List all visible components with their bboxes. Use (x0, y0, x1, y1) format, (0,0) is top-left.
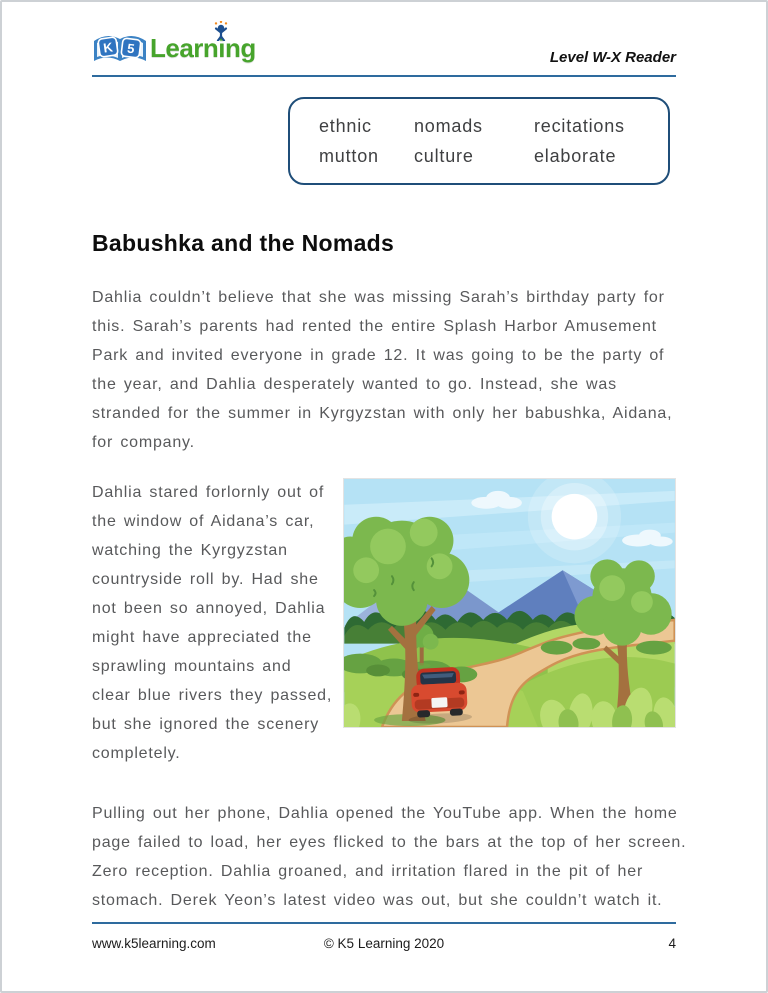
story-title: Babushka and the Nomads (92, 230, 395, 256)
vocab-word: culture (414, 146, 474, 166)
person-raising-arms-icon (212, 21, 230, 41)
vocab-word: nomads (414, 116, 483, 136)
page-header (92, 28, 676, 77)
footer-page-number: 4 (668, 936, 677, 951)
story-paragraph-3: Pulling out her phone, Dahlia opened the YouTube app. When the home page failed to load, her eyes flicked to the bars at the top of her screen. Zero reception. Dahlia groaned, and irritation flared in the pit of her stomach. Derek Yeon’s latest video was out, but she couldn’t watch it. (92, 805, 687, 909)
logo-learning-text: Learning (150, 32, 256, 63)
page-footer (92, 922, 676, 951)
countryside-road-red-car-illustration (343, 478, 676, 728)
vocab-word: mutton (319, 146, 379, 166)
footer-copyright: © K5 Learning 2020 (323, 936, 445, 951)
countryside-scene-svg (344, 479, 675, 727)
logo-letter-k: K (102, 39, 114, 56)
logo-letter-5: 5 (126, 40, 136, 57)
story-paragraph-2: Dahlia stared forlornly out of the window of Aidana’s car, watching the Kyrgyzstan countryside roll by. Had she not been so annoyed, Dahlia might have appreciated the sprawling mountains and clear blue rivers they passed, but she ignored the scenery completely. (92, 484, 333, 762)
vocab-word: elaborate (534, 146, 617, 166)
vocabulary-box (288, 97, 670, 185)
open-book-icon (92, 28, 148, 68)
text-and-image-row (92, 478, 676, 768)
vocab-word: ethnic (319, 116, 372, 136)
level-label: Level W-X Reader (549, 49, 676, 66)
story-paragraph-1: Dahlia couldn’t believe that she was missing Sarah’s birthday party for this. Sarah’s parents had rented the entire Splash Harbor Amusement Park and invited everyone in grade 12. It was going to be the party of the year, and Dahlia desperately wanted to go. Instead, she was stranded for the summer in Kyrgyzstan with only her babushka, Aidana, for company. (92, 289, 673, 451)
footer-website: www.k5learning.com (92, 936, 216, 951)
k5-learning-logo (92, 28, 256, 68)
vocab-word: recitations (534, 116, 625, 136)
